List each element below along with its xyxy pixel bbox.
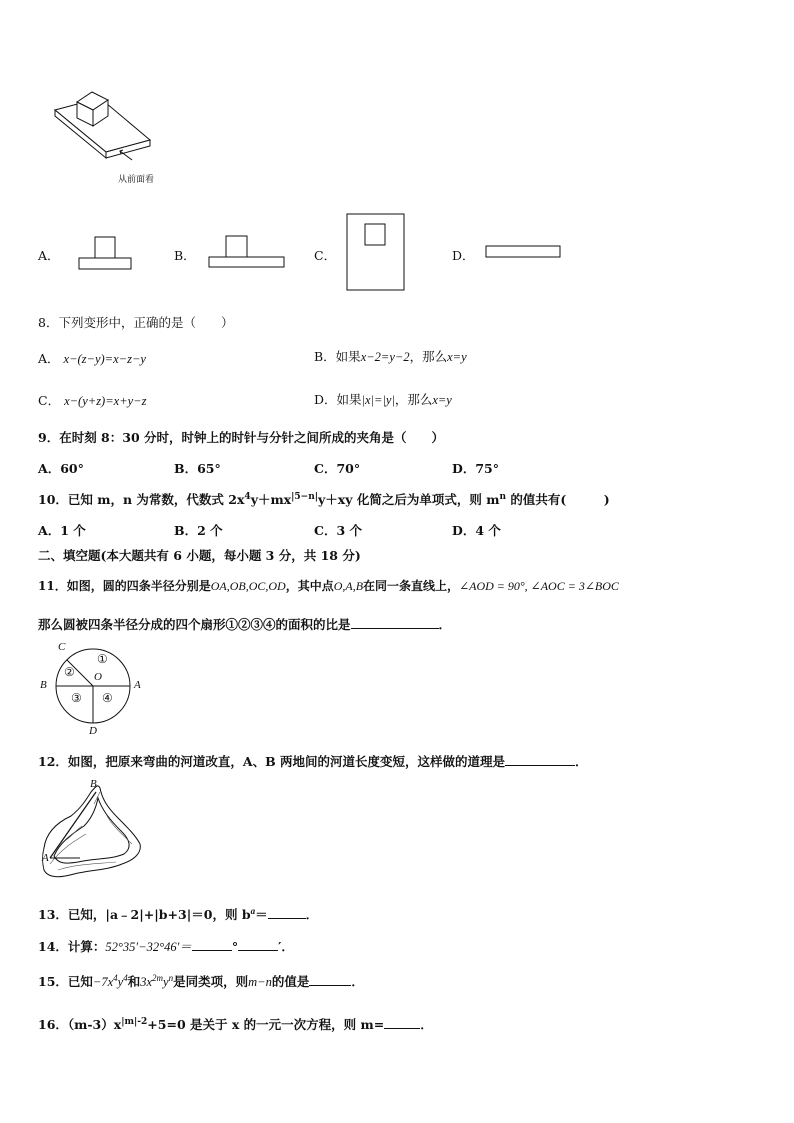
q10-stem-part: 的值共有( )	[506, 492, 610, 507]
q10-stem	[38, 490, 610, 508]
option-b-view-figure	[208, 235, 286, 269]
q14-text: 14．计算：	[38, 939, 106, 954]
q11-text: 在同一条直线上，	[363, 579, 460, 593]
q15-exponent: n	[168, 972, 174, 983]
q8-stem: 8．下列变形中，正确的是（ ）	[38, 315, 234, 330]
q7-option-d-label: D．	[452, 248, 475, 263]
q8-option-c	[38, 391, 146, 409]
sector-3-label: ③	[71, 691, 82, 705]
q10-option-b: B．2 个	[174, 523, 223, 538]
q8-option-d	[314, 390, 452, 408]
answer-blank[interactable]	[268, 906, 306, 919]
q7-option-a-label: A．	[38, 248, 60, 263]
q15-exponent: 4	[113, 972, 118, 983]
q11-text: ，其中点	[285, 579, 334, 593]
q15-exponent: 4	[123, 972, 128, 983]
q8-a-expr: x−(z−y)=x−z−y	[63, 352, 146, 366]
q8-a-label: A．	[38, 351, 60, 366]
q10-stem-part: 10．已知 m，n 为常数，代数式 2x	[38, 492, 245, 507]
q10-stem-part: y＋xy 化简之后为单项式，则 m	[318, 492, 500, 507]
q9-option-d: D．75°	[452, 461, 499, 476]
q10-option-a: A．1 个	[38, 523, 86, 538]
q14-text: ′．	[278, 939, 294, 954]
q13-text: 13．已知，|a﹣2|+|b+3|＝0，则 b	[38, 907, 251, 922]
sector-4-label: ④	[102, 691, 113, 705]
q11-text: 11．如图，圆的四条半径分别是	[38, 579, 211, 593]
q15-text: 和	[127, 974, 141, 989]
q8-b-label: B．如果	[314, 349, 361, 364]
q10-option-d: D．4 个	[452, 523, 501, 538]
q8-d-expr: |x|=|y|	[361, 393, 395, 407]
q12-stem	[38, 752, 588, 770]
q8-option-a	[38, 349, 146, 367]
q15-stem	[38, 972, 364, 990]
option-a-view-figure	[78, 236, 133, 272]
answer-blank[interactable]	[384, 1016, 420, 1029]
q10-stem-part: y＋mx	[250, 492, 292, 507]
point-d-label: D	[89, 725, 97, 737]
q10-exponent: n	[499, 491, 507, 502]
q13-text: ．	[305, 907, 319, 922]
q15-term: y	[163, 975, 169, 989]
q9-stem: 9．在时刻 8：30 分时，时钟上的时针与分针之间所成的夹角是（ ）	[38, 430, 444, 445]
q8-d-label: D．如果	[314, 392, 362, 407]
q7-option-b-label: B．	[174, 248, 196, 263]
q14-stem	[38, 937, 294, 955]
q11-line1	[38, 577, 619, 594]
point-b-label: B	[40, 679, 47, 691]
q11-radii: OA,OB,OC,OD	[210, 579, 286, 593]
figure-caption: 从前面看	[118, 175, 155, 185]
q14-text: °	[231, 939, 239, 954]
point-c-label: C	[58, 641, 66, 653]
option-d-view-figure	[485, 245, 563, 259]
q15-expr: m−n	[248, 975, 272, 989]
answer-blank[interactable]	[505, 753, 575, 766]
q10-exponent: 4	[244, 491, 251, 502]
point-o-label: O	[94, 671, 102, 683]
q9-option-a: A．60°	[38, 461, 84, 476]
q13-exponent: a	[250, 905, 256, 916]
q13-stem	[38, 905, 318, 923]
answer-blank-degrees[interactable]	[192, 938, 232, 951]
q8-b-suffix: ，那么	[409, 349, 448, 364]
river-figure	[36, 778, 154, 888]
q11-points: O,A,B	[333, 579, 364, 593]
q8-option-b	[314, 347, 467, 365]
sector-1-label: ①	[97, 652, 108, 666]
q8-b-expr: x−2=y−2	[360, 350, 410, 364]
q16-exponent: |m|-2	[121, 1016, 148, 1027]
sector-2-label: ②	[64, 665, 75, 679]
river-point-a-label: A	[42, 852, 49, 864]
q13-text: ＝	[255, 907, 268, 922]
q15-text: ．	[351, 974, 364, 989]
q15-text: 是同类项，则	[173, 974, 249, 989]
q15-text: 15．已知	[38, 974, 93, 989]
q15-term: y	[117, 975, 124, 989]
q11-text: ．	[438, 617, 452, 632]
point-a-label: A	[134, 679, 141, 691]
q12-text: ．	[575, 754, 588, 769]
q9-option-c: C．70°	[314, 461, 361, 476]
q11-angles: ∠AOD = 90°, ∠AOC = 3∠BOC	[459, 579, 619, 593]
river-point-b-label: B	[90, 778, 97, 790]
q10-exponent: |5−n|	[291, 491, 319, 502]
q15-term: −7x	[92, 975, 114, 989]
q8-b-expr2: x=y	[447, 350, 467, 364]
q15-text: 的值是	[271, 974, 310, 989]
q9-option-b: B．65°	[174, 461, 221, 476]
q8-c-expr: x−(y+z)=x+y−z	[64, 394, 147, 408]
q11-text: 那么圆被四条半径分成的四个扇形①②③④的面积的比是	[38, 617, 351, 632]
q7-option-c-label: C．	[314, 248, 337, 263]
section-heading: 二、填空题(本大题共有 6 小题，每小题 3 分，共 18 分)	[38, 548, 361, 563]
q8-c-label: C．	[38, 393, 61, 408]
answer-blank[interactable]	[309, 973, 351, 986]
answer-blank[interactable]	[351, 616, 439, 629]
q12-text: 12．如图，把原来弯曲的河道改直，A、B 两地间的河道长度变短，这样做的道理是	[38, 754, 506, 769]
q16-stem	[38, 1015, 433, 1033]
q15-term: 3x	[140, 975, 153, 989]
answer-blank-minutes[interactable]	[238, 938, 278, 951]
q8-d-suffix: ，那么	[394, 392, 433, 407]
q10-option-c: C．3 个	[314, 523, 362, 538]
q16-text: 16．（m-3）x	[38, 1017, 122, 1032]
option-c-view-figure	[346, 213, 406, 293]
q16-text: +5=0 是关于 x 的一元一次方程，则 m=	[147, 1017, 385, 1032]
q15-exponent: 2m	[152, 972, 164, 983]
q11-line2	[38, 615, 451, 633]
q8-d-expr2: x=y	[432, 393, 452, 407]
q14-expr: 52°35′−32°46′＝	[105, 940, 192, 954]
q16-text: ．	[420, 1017, 433, 1032]
